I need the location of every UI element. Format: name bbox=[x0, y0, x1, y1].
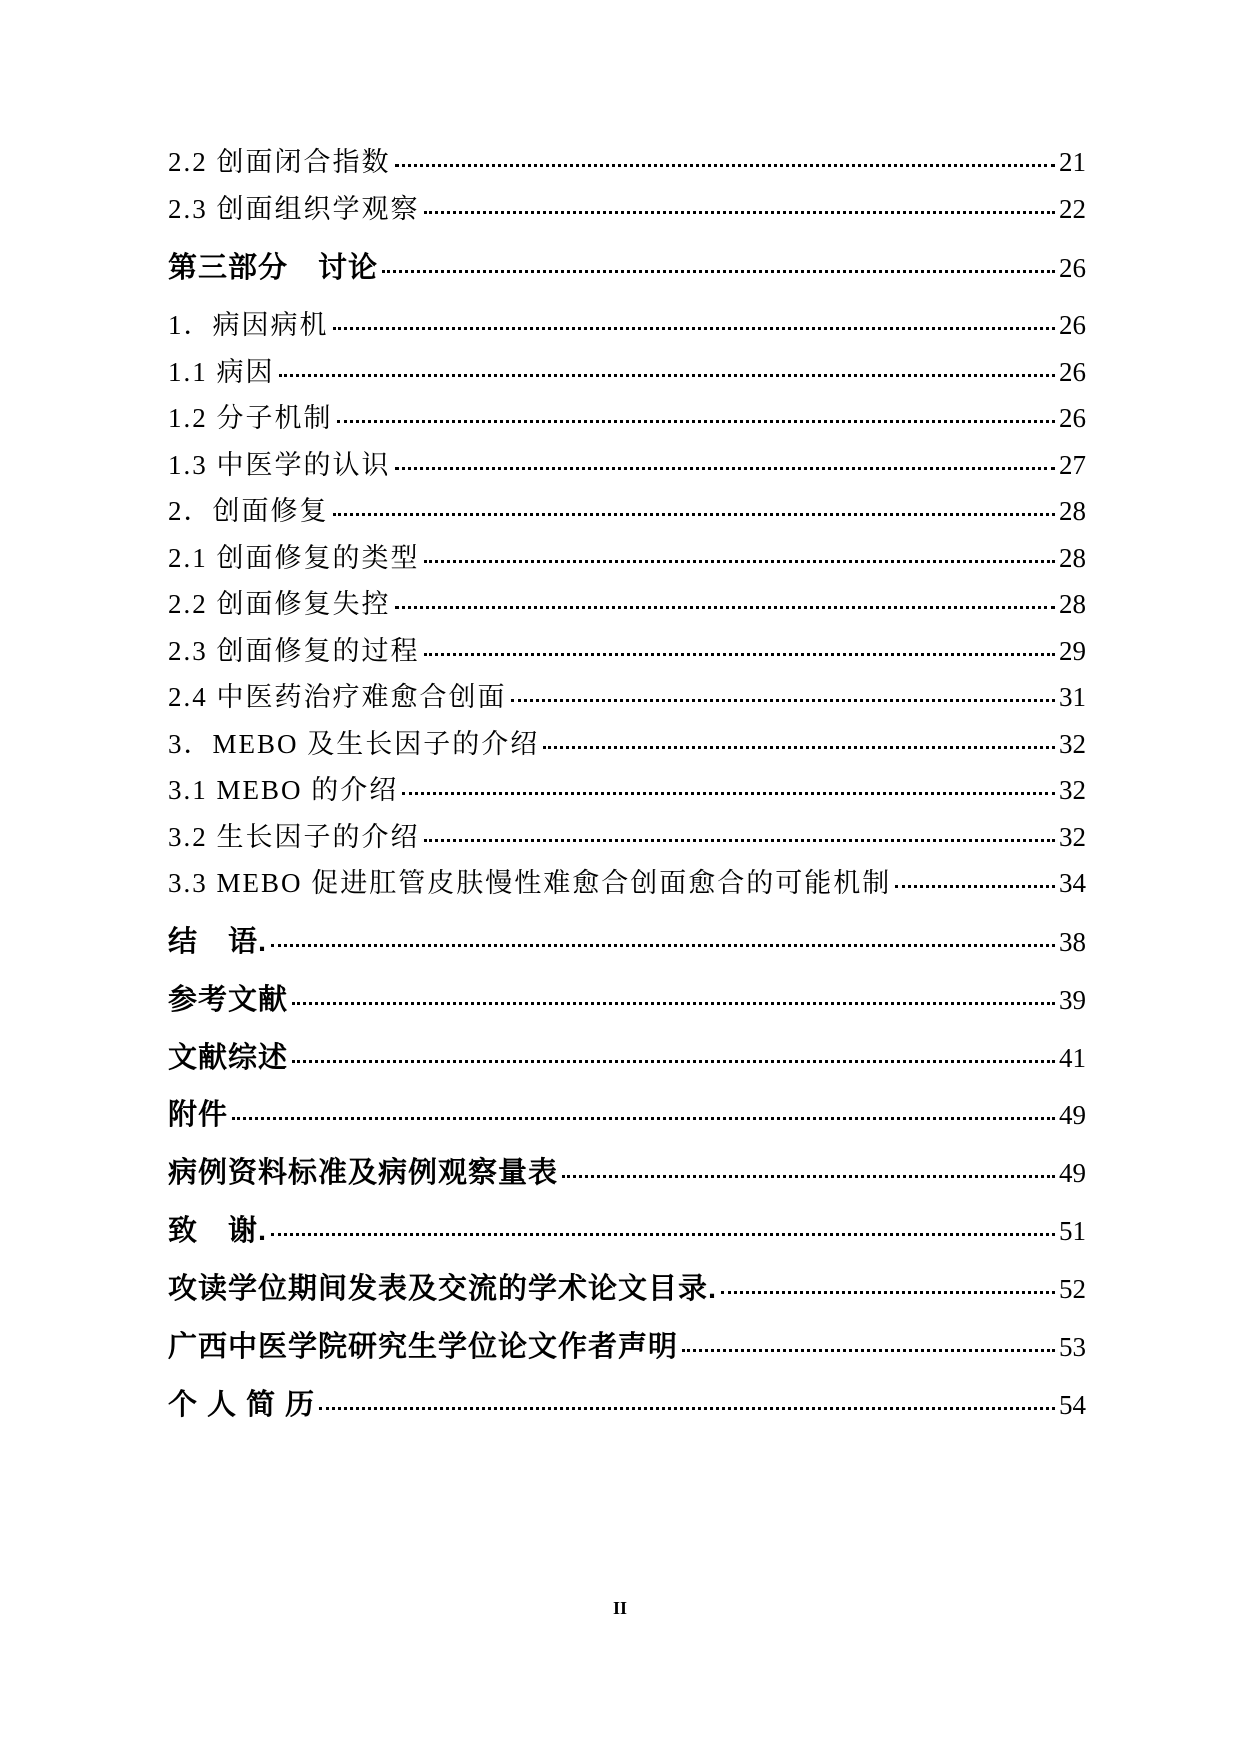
dot-leader bbox=[395, 161, 1056, 167]
toc-entry-page-number: 51 bbox=[1059, 1216, 1086, 1246]
toc-entry[interactable] bbox=[168, 1266, 1086, 1307]
dot-leader bbox=[402, 789, 1055, 795]
toc-entry[interactable] bbox=[168, 1208, 1086, 1249]
toc-entry-title: 3．MEBO 及生长因子的介绍 bbox=[168, 729, 540, 759]
toc-entry[interactable] bbox=[168, 489, 1086, 528]
toc-entry[interactable] bbox=[168, 629, 1086, 668]
toc-entry[interactable] bbox=[168, 919, 1086, 960]
toc-entry[interactable] bbox=[168, 1324, 1086, 1365]
dot-leader bbox=[562, 1172, 1055, 1178]
dot-leader bbox=[424, 208, 1056, 214]
toc-entry-page-number: 54 bbox=[1059, 1390, 1086, 1420]
toc-entry[interactable] bbox=[168, 768, 1086, 807]
toc-entry-page-number: 53 bbox=[1059, 1332, 1086, 1362]
toc-entry-title: 3.2 生长因子的介绍 bbox=[168, 822, 420, 852]
toc-entry-title: 2.2 创面闭合指数 bbox=[168, 147, 391, 177]
toc-entry-title: 3.3 MEBO 促进肛管皮肤慢性难愈合创面愈合的可能机制 bbox=[168, 868, 892, 898]
toc-entry-title: 附件 bbox=[168, 1099, 229, 1131]
toc-entry-page-number: 38 bbox=[1059, 927, 1086, 957]
toc-entry[interactable] bbox=[168, 396, 1086, 435]
toc-entry-page-number: 34 bbox=[1059, 868, 1086, 898]
toc-entry[interactable] bbox=[168, 977, 1086, 1018]
dot-leader bbox=[424, 650, 1056, 656]
toc-entry[interactable] bbox=[168, 1150, 1086, 1191]
dot-leader bbox=[543, 743, 1055, 749]
dot-leader bbox=[279, 371, 1056, 377]
toc-entry-title: 病例资料标准及病例观察量表 bbox=[168, 1157, 559, 1189]
toc-entry-title: 结 语. bbox=[168, 926, 268, 958]
toc-entry-title: 2.3 创面组织学观察 bbox=[168, 194, 420, 224]
toc-entry[interactable] bbox=[168, 350, 1086, 389]
toc-entry[interactable] bbox=[168, 140, 1086, 179]
toc-entry-page-number: 26 bbox=[1059, 310, 1086, 340]
dot-leader bbox=[333, 510, 1056, 516]
toc-entry-title: 2.1 创面修复的类型 bbox=[168, 543, 420, 573]
toc-entry-page-number: 27 bbox=[1059, 450, 1086, 480]
dot-leader bbox=[292, 1057, 1055, 1063]
toc-entry-title: 2．创面修复 bbox=[168, 496, 329, 526]
toc-entry-title: 广西中医学院研究生学位论文作者声明 bbox=[168, 1331, 679, 1363]
dot-leader bbox=[271, 941, 1055, 947]
toc-entry-page-number: 52 bbox=[1059, 1274, 1086, 1304]
dot-leader bbox=[232, 1114, 1055, 1120]
dot-leader bbox=[511, 696, 1056, 702]
dot-leader bbox=[721, 1288, 1055, 1294]
toc-entry-title: 2.4 中医药治疗难愈合创面 bbox=[168, 682, 507, 712]
toc-entry-page-number: 22 bbox=[1059, 194, 1086, 224]
toc-entry[interactable] bbox=[168, 1092, 1086, 1133]
toc-entry-page-number: 31 bbox=[1059, 682, 1086, 712]
toc-entry[interactable] bbox=[168, 722, 1086, 761]
toc-entry-page-number: 49 bbox=[1059, 1158, 1086, 1188]
toc-entry-title: 1．病因病机 bbox=[168, 310, 329, 340]
dot-leader bbox=[395, 464, 1056, 470]
toc-entry-title: 文献综述 bbox=[168, 1042, 289, 1074]
toc-entry[interactable] bbox=[168, 245, 1086, 286]
toc-entry-page-number: 28 bbox=[1059, 496, 1086, 526]
dot-leader bbox=[424, 557, 1056, 563]
toc-entry[interactable] bbox=[168, 861, 1086, 900]
toc-entry-page-number: 49 bbox=[1059, 1100, 1086, 1130]
toc-entry-page-number: 28 bbox=[1059, 543, 1086, 573]
toc-entry-page-number: 26 bbox=[1059, 253, 1086, 283]
table-of-contents bbox=[168, 0, 1086, 1620]
toc-entry-title: 参考文献 bbox=[168, 984, 289, 1016]
toc-entry-page-number: 39 bbox=[1059, 985, 1086, 1015]
toc-entry-page-number: 32 bbox=[1059, 729, 1086, 759]
toc-entry[interactable] bbox=[168, 815, 1086, 854]
toc-entry-page-number: 41 bbox=[1059, 1043, 1086, 1073]
toc-entry-title: 致 谢. bbox=[168, 1215, 268, 1247]
toc-entry[interactable] bbox=[168, 582, 1086, 621]
dot-leader bbox=[895, 882, 1055, 888]
toc-entry[interactable] bbox=[168, 303, 1086, 342]
page-number: II bbox=[612, 1598, 627, 1618]
toc-entry-title: 3.1 MEBO 的介绍 bbox=[168, 775, 399, 805]
toc-entry-title: 1.3 中医学的认识 bbox=[168, 450, 391, 480]
toc-entry[interactable] bbox=[168, 675, 1086, 714]
toc-entry-title: 2.2 创面修复失控 bbox=[168, 589, 391, 619]
dot-leader bbox=[424, 836, 1056, 842]
toc-entry[interactable] bbox=[168, 1382, 1086, 1423]
toc-entry-page-number: 26 bbox=[1059, 403, 1086, 433]
dot-leader bbox=[292, 999, 1055, 1005]
toc-entry-page-number: 32 bbox=[1059, 775, 1086, 805]
toc-entry-title: 第三部分 讨论 bbox=[168, 252, 379, 284]
toc-entry[interactable] bbox=[168, 187, 1086, 226]
toc-entry-page-number: 28 bbox=[1059, 589, 1086, 619]
dot-leader bbox=[382, 267, 1055, 273]
toc-entry-page-number: 21 bbox=[1059, 147, 1086, 177]
dot-leader bbox=[337, 417, 1056, 423]
toc-entry-title: 个 人 简 历 bbox=[168, 1389, 316, 1421]
toc-entry-title: 攻读学位期间发表及交流的学术论文目录. bbox=[168, 1273, 718, 1305]
dot-leader bbox=[271, 1230, 1055, 1236]
toc-entry[interactable] bbox=[168, 536, 1086, 575]
toc-entry-title: 1.1 病因 bbox=[168, 357, 275, 387]
toc-entry-page-number: 32 bbox=[1059, 822, 1086, 852]
dot-leader bbox=[319, 1404, 1055, 1410]
dot-leader bbox=[395, 603, 1056, 609]
toc-entry-page-number: 29 bbox=[1059, 636, 1086, 666]
toc-entry-title: 2.3 创面修复的过程 bbox=[168, 636, 420, 666]
dot-leader bbox=[682, 1346, 1055, 1352]
toc-entry[interactable] bbox=[168, 443, 1086, 482]
dot-leader bbox=[333, 324, 1056, 330]
toc-entry[interactable] bbox=[168, 1035, 1086, 1076]
toc-entry-title: 1.2 分子机制 bbox=[168, 403, 333, 433]
toc-entry-page-number: 26 bbox=[1059, 357, 1086, 387]
